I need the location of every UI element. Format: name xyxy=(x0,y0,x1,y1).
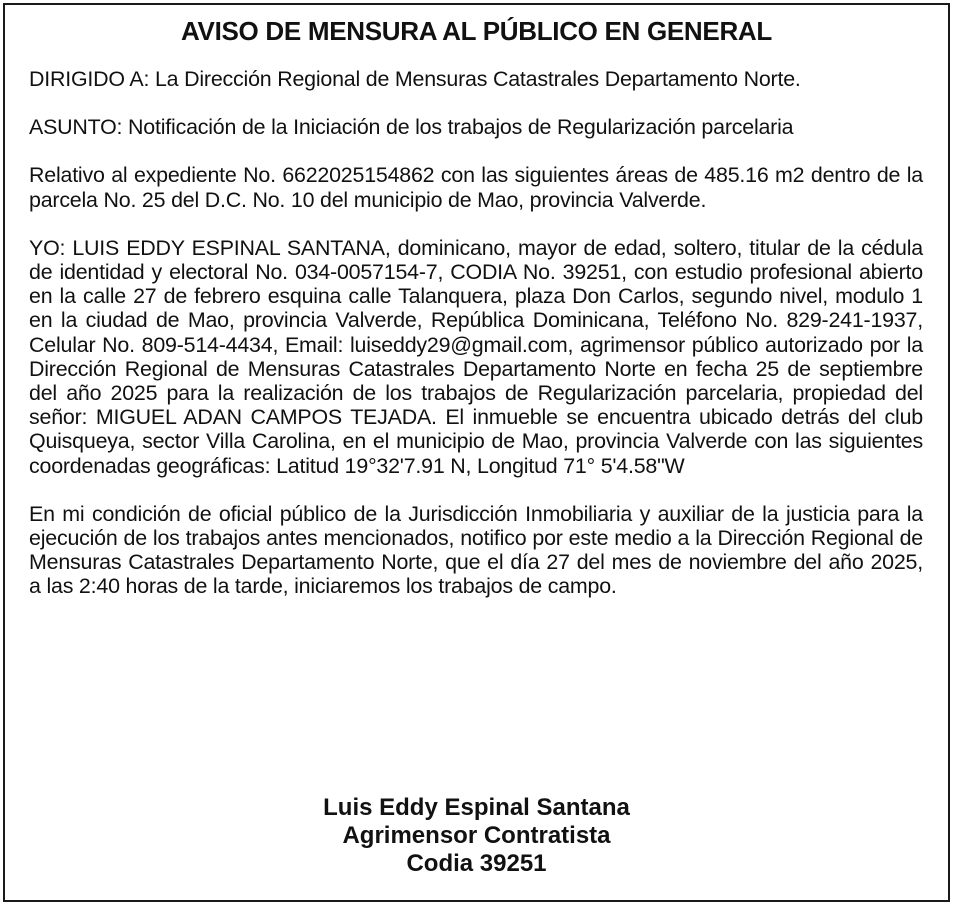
paragraph-notification: En mi condición de oficial público de la Jurisdicción Inmobiliaria y auxiliar de la justicia para la ejecución de los trabajos antes mencionados, notifico por este medio a la Dirección Regional de Mensuras Catastrales Departamento Norte, que el día 27 del mes de noviembre del año 2025, a las 2:40 horas de la tarde, iniciaremos los trabajos de campo. xyxy=(29,501,923,599)
paragraph-addressee: DIRIGIDO A: La Dirección Regional de Mensuras Catastrales Departamento Norte. xyxy=(29,67,801,91)
signature-role: Agrimensor Contratista xyxy=(342,822,611,849)
notice-frame xyxy=(3,3,950,902)
paragraph-surveyor-statement: YO: LUIS EDDY ESPINAL SANTANA, dominicano, mayor de edad, soltero, titular de la cédula de identidad y electoral No. 034-0057154-7, CODIA No. 39251, con estudio profesional abierto en la calle 27 de febrero esquina calle Talanquera, plaza Don Carlos, segundo nivel, modulo 1 en la ciudad de Mao, provincia Valverde, República Dominicana, Teléfono No. 829-241-1937, Celular No. 809-514-4434, Email: luiseddy29@gmail.com, agrimensor público autorizado por la Dirección Regional de Mensuras Catastrales Departamento Norte en fecha 25 de septiembre del año 2025 para la realización de los trabajos de Regularización parcelaria, propiedad del señor: MIGUEL ADAN CAMPOS TEJADA. El inmueble se encuentra ubicado detrás del club Quisqueya, sector Villa Carolina, en el municipio de Mao, provincia Valverde con las siguientes coordenadas geográficas: Latitud 19°32'7.91 N, Longitud 71° 5'4.58"W xyxy=(29,235,923,478)
signature-name: Luis Eddy Espinal Santana xyxy=(323,794,630,821)
paragraph-subject: ASUNTO: Notificación de la Iniciación de los trabajos de Regularización parcelaria xyxy=(29,115,794,140)
signature-codia: Codia 39251 xyxy=(406,850,547,877)
notice-title: AVISO DE MENSURA AL PÚBLICO EN GENERAL xyxy=(181,16,772,46)
paragraph-file-reference: Relativo al expediente No. 6622025154862 con las siguientes áreas de 485.16 m2 dentro de la parcela No. 25 del D.C. No. 10 del municipio de Mao, provincia Valverde. xyxy=(29,163,923,212)
signature-block xyxy=(5,794,948,878)
notice-body xyxy=(29,67,923,599)
